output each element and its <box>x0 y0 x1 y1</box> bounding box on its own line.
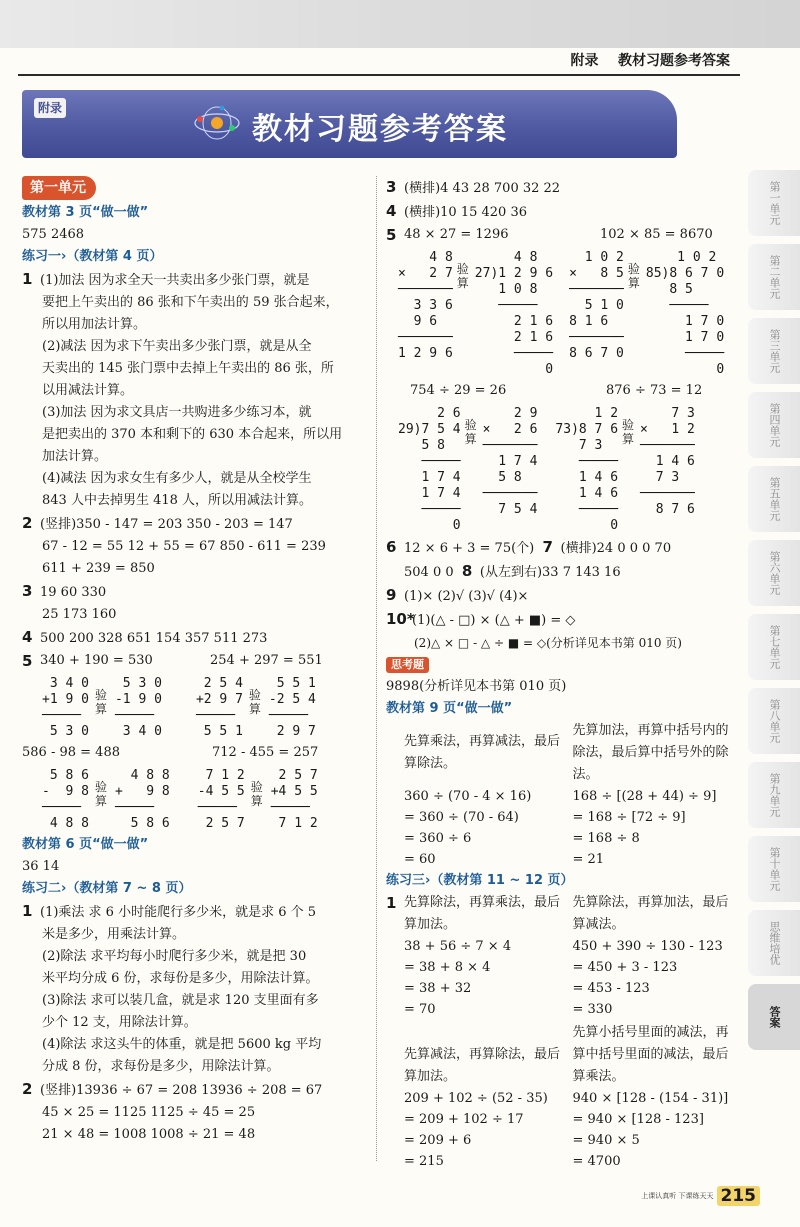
text-line: 是把卖出的 370 本和剩下的 630 本合起来，所以用 <box>42 427 343 442</box>
top-margin-bar <box>0 0 800 48</box>
calc-step: = 4700 <box>572 1154 621 1169</box>
check-label: 验算 <box>94 688 107 716</box>
text-line: (4)除法 求这头牛的体重，就是把 5600 kg 平均 <box>42 1037 322 1052</box>
vertical-calc: 7 1 2 -4 5 5 ───── 2 5 7 <box>197 768 245 831</box>
text-line: 21 × 48 = 1008 1008 ÷ 21 = 48 <box>42 1127 256 1142</box>
calc-step: = 60 <box>404 852 436 867</box>
check-label: 验算 <box>250 780 263 808</box>
text-line: (横排)10 15 420 36 <box>404 205 527 220</box>
question-number: 2 <box>22 1080 33 1098</box>
text-line: 加法计算。 <box>42 449 108 464</box>
question-number: 1 <box>22 902 33 920</box>
text-line: (从左到右)33 7 143 16 <box>479 565 621 580</box>
text-line: 以用减法计算。 <box>42 383 134 398</box>
side-tab[interactable]: 第八单元 <box>748 688 800 754</box>
vertical-calc: 1 0 2 85)8 6 7 0 8 5 ───── 1 7 0 1 7 0 ───── 0 <box>645 250 725 377</box>
calc-step: 450 + 390 ÷ 130 - 123 <box>572 939 723 954</box>
text-line: (1)乘法 求 6 小时能爬行多少米，就是求 6 个 5 <box>40 905 317 920</box>
q5-div-row <box>386 380 731 402</box>
answer-p6: 36 14 <box>22 859 60 874</box>
q7-q8-row <box>386 560 731 584</box>
vertical-calc: 4 8 8 + 9 8 ───── 5 8 6 <box>114 768 170 831</box>
vertical-calc: 7 3 × 1 2 ─────── 1 4 6 7 3 ─────── 8 7 6 <box>640 406 695 517</box>
ex3-question-1 <box>386 892 731 1172</box>
calc-step: = 330 <box>572 1002 613 1017</box>
page-number-box <box>641 1185 760 1207</box>
check-label: 验算 <box>622 418 635 446</box>
text-line: (1)× (2)√ (3)√ (4)× <box>404 589 529 604</box>
calc-step: = 215 <box>404 1154 444 1169</box>
calc-step: 38 + 56 ÷ 7 × 4 <box>404 939 512 954</box>
calc-steps <box>404 936 563 1020</box>
text-line: 504 0 0 <box>404 565 454 580</box>
check-label: 验算 <box>456 262 469 290</box>
calc-step: = 940 × [128 - 123] <box>572 1112 704 1127</box>
chapter-banner <box>22 90 677 158</box>
q10-row <box>386 608 731 632</box>
vertical-calc: 5 8 6 - 9 8 ───── 4 8 8 <box>42 768 89 831</box>
question-number: 5 <box>386 226 397 244</box>
question-4 <box>22 626 370 650</box>
unit-side-tabs <box>742 170 800 1058</box>
vertical-calc: 1 0 2 × 8 5 ─────── 5 1 0 8 1 6 ─────── 8 6 7 0 <box>569 250 624 361</box>
check-label: 验算 <box>627 262 640 290</box>
text-line: 19 60 330 <box>40 585 107 600</box>
running-header <box>571 50 731 72</box>
p9-answers <box>386 720 731 870</box>
calc-step: = 360 ÷ 6 <box>404 831 472 846</box>
calc-step: = 940 × 5 <box>572 1133 640 1148</box>
banner-title: 教材习题参考答案 <box>252 112 508 147</box>
text-line: 754 ÷ 29 = 26 <box>410 383 507 398</box>
q5-row <box>386 224 731 246</box>
text-line: (竖排)350 - 147 = 203 350 - 203 = 147 <box>40 517 293 532</box>
text-line: (1)(△ - □) × (△ + ■) = ◇ <box>412 613 576 628</box>
text-line: (3)除法 求可以装几盒，就是求 120 支里面有多 <box>42 993 319 1008</box>
banner-tag: 附录 <box>34 98 66 118</box>
calc-step: = 450 + 3 - 123 <box>572 960 678 975</box>
q3-row <box>386 176 731 200</box>
text-line: 712 - 455 = 257 <box>212 745 319 760</box>
step-description: 先算减法，再算除法，最后算加法。 <box>404 1047 561 1084</box>
text-line: 米平均分成 6 份，求每份是多少，用除法计算。 <box>42 971 319 986</box>
header-rule <box>18 74 740 76</box>
step-description: 先算除法，再算乘法，最后算加法。 <box>404 895 561 932</box>
question-number: 1 <box>22 270 33 288</box>
question-number: 10* <box>386 610 415 628</box>
vertical-calc: 2 5 4 +2 9 7 ───── 5 5 1 <box>195 676 243 739</box>
side-tab[interactable]: 第四单元 <box>748 392 800 458</box>
exercise-2-heading: 练习二›（教材第 7 ~ 8 页） <box>22 881 192 896</box>
vertical-calc: 4 8 27)1 2 9 6 1 0 8 ───── 2 1 6 2 1 6 ───── 0 <box>474 250 554 377</box>
calc-steps <box>573 786 732 870</box>
question-3 <box>22 580 370 626</box>
text-line: (2)减法 因为求下午卖出多少张门票，就是从全 <box>42 339 312 354</box>
text-line: (横排)4 43 28 700 32 22 <box>404 181 561 196</box>
side-tab[interactable]: 第二单元 <box>748 244 800 310</box>
text-line: 12 × 6 + 3 = 75(个) <box>404 541 535 556</box>
side-tab[interactable]: 第六单元 <box>748 540 800 606</box>
ex2-question-1 <box>22 900 370 1078</box>
text-line: 48 × 27 = 1296 <box>404 227 509 242</box>
check-label: 验算 <box>464 418 477 446</box>
text-line: 102 × 85 = 8670 <box>600 227 713 242</box>
text-line: 586 - 98 = 488 <box>22 745 120 760</box>
text-line: (3)加法 因为求文具店一共购进多少练习本，就 <box>42 405 312 420</box>
header-section: 附录 <box>570 53 599 69</box>
question-number: 5 <box>22 652 33 670</box>
calc-steps <box>573 936 732 1020</box>
step-description: 先算乘法，再算减法，最后算除法。 <box>404 734 561 771</box>
question-number: 7 <box>542 538 553 556</box>
vertical-calc: 2 9 × 2 6 ─────── 1 7 4 5 8 ─────── 7 5 4 <box>482 406 538 517</box>
section-heading-p9: 教材第 9 页“做一做” <box>386 701 513 716</box>
text-line: 340 + 190 = 530 <box>40 653 153 668</box>
question-number: 8 <box>461 562 473 580</box>
text-line: 米是多少，用乘法计算。 <box>42 927 186 942</box>
text-line: 611 + 239 = 850 <box>42 561 155 576</box>
side-tab[interactable]: 答案 <box>748 984 800 1050</box>
ex2-question-2 <box>22 1078 370 1146</box>
text-line: 876 ÷ 73 = 12 <box>606 383 703 398</box>
calc-steps <box>573 1088 732 1172</box>
section-heading-p3: 教材第 3 页“做一做” <box>22 205 149 220</box>
text-line: 少个 12 支，用除法计算。 <box>42 1015 197 1030</box>
text-line: 所以用加法计算。 <box>42 317 147 332</box>
exercise-1-heading: 练习一›（教材第 4 页） <box>22 249 163 264</box>
text-line: 天卖出的 145 张门票中去掉上午卖出的 86 张，所 <box>42 361 334 376</box>
calc-step: 360 ÷ (70 - 4 × 16) <box>404 789 532 804</box>
calc-step: = 168 ÷ [72 ÷ 9] <box>572 810 686 825</box>
calc-steps <box>404 1088 563 1172</box>
side-tab[interactable]: 第九单元 <box>748 762 800 828</box>
footer-slogan: 上课认真听 下课练天天 <box>641 1192 714 1200</box>
vertical-calc: 5 5 1 -2 5 4 ───── 2 9 7 <box>268 676 316 739</box>
question-number: 1 <box>386 894 397 912</box>
question-5 <box>22 650 370 832</box>
vertical-calc: 2 5 7 +4 5 5 ───── 7 1 2 <box>270 768 318 831</box>
question-number: 4 <box>386 202 397 220</box>
question-number: 9 <box>386 586 397 604</box>
calc-step: = 209 + 6 <box>404 1133 472 1148</box>
text-line: 67 - 12 = 55 12 + 55 = 67 850 - 611 = 239 <box>42 539 326 554</box>
calc-step: 940 × [128 - (154 - 31)] <box>572 1091 729 1106</box>
think-question-tag: 思考题 <box>386 657 429 673</box>
text-line: 要把上午卖出的 86 张和下午卖出的 59 张合起来， <box>42 295 339 310</box>
text-line: (竖排)13936 ÷ 67 = 208 13936 ÷ 208 = 67 <box>40 1083 323 1098</box>
question-number: 3 <box>22 582 33 600</box>
side-tab[interactable]: 第三单元 <box>748 318 800 384</box>
calc-step: = 168 ÷ 8 <box>572 831 640 846</box>
text-line: (1)加法 因为求全天一共卖出多少张门票，就是 <box>40 273 310 288</box>
right-column <box>386 176 731 1172</box>
question-number: 3 <box>386 178 397 196</box>
header-title: 教材习题参考答案 <box>618 53 730 69</box>
q9-row <box>386 584 731 608</box>
answer-p3: 575 2468 <box>22 227 85 242</box>
step-description: 先算加法，再算中括号内的除法，最后算中括号外的除法。 <box>572 723 729 782</box>
question-1 <box>22 268 370 512</box>
text-line: 25 173 160 <box>42 607 117 622</box>
question-2 <box>22 512 370 580</box>
text-line: 254 + 297 = 551 <box>210 653 323 668</box>
step-description: 先算小括号里面的减法，再算中括号里面的减法，最后算乘法。 <box>572 1025 729 1084</box>
q4-row <box>386 200 731 224</box>
exercise-3-heading: 练习三›（教材第 11 ~ 12 页） <box>386 873 574 888</box>
page-number: 215 <box>717 1186 761 1206</box>
vertical-calc: 2 6 29)7 5 4 5 8 ───── 1 7 4 1 7 4 ───── 0 <box>398 406 461 533</box>
text-line: (2)△ × □ - △ ÷ ■ = ◇(分析详见本书第 010 页) <box>414 636 682 650</box>
side-tab[interactable]: 第十单元 <box>748 836 800 902</box>
column-divider <box>376 176 377 1161</box>
side-tab[interactable]: 第七单元 <box>748 614 800 680</box>
calc-step: = 70 <box>404 1002 436 1017</box>
q6-q7-row <box>386 536 731 560</box>
text-line: 843 人中去掉男生 418 人，所以用减法计算。 <box>42 493 313 508</box>
check-label: 验算 <box>248 688 261 716</box>
check-label: 验算 <box>94 780 107 808</box>
calc-step: = 21 <box>572 852 605 867</box>
side-tab[interactable]: 第五单元 <box>748 466 800 532</box>
think-answer: 9898(分析详见本书第 010 页) <box>386 679 567 694</box>
calc-step: = 209 + 102 ÷ 17 <box>404 1112 524 1127</box>
calc-steps <box>404 786 563 870</box>
calc-step: 168 ÷ [(28 + 44) ÷ 9] <box>572 789 717 804</box>
vertical-calc: 5 3 0 -1 9 0 ───── 3 4 0 <box>114 676 162 739</box>
question-number: 4 <box>22 628 33 646</box>
calc-step: = 453 - 123 <box>572 981 650 996</box>
question-number: 6 <box>386 538 397 556</box>
calc-step: = 360 ÷ (70 - 64) <box>404 810 519 825</box>
calc-step: = 38 + 8 × 4 <box>404 960 491 975</box>
text-line: 500 200 328 651 154 357 511 273 <box>40 631 268 646</box>
step-description: 先算除法，再算加法，最后算减法。 <box>572 895 729 932</box>
vertical-calc: 4 8 × 2 7 ─────── 3 3 6 9 6 ─────── 1 2 9 6 <box>398 250 453 361</box>
text-line: 45 × 25 = 1125 1125 ÷ 45 = 25 <box>42 1105 256 1120</box>
planet-orbit-icon <box>192 102 242 144</box>
text-line: (2)除法 求平均每小时爬行多少米，就是把 30 <box>42 949 307 964</box>
left-column <box>22 176 370 1146</box>
calc-step: = 38 + 32 <box>404 981 472 996</box>
text-line: 分成 8 份，求每份是多少，用除法计算。 <box>42 1059 280 1074</box>
text-line: (横排)24 0 0 0 70 <box>560 541 672 556</box>
vertical-calc: 3 4 0 +1 9 0 ───── 5 3 0 <box>42 676 89 739</box>
section-heading-p6: 教材第 6 页“做一做” <box>22 837 149 852</box>
side-tab[interactable]: 第一单元 <box>748 170 800 236</box>
calc-step: 209 + 102 ÷ (52 - 35) <box>404 1091 548 1106</box>
question-number: 2 <box>22 514 33 532</box>
side-tab[interactable]: 思维培优 <box>748 910 800 976</box>
vertical-calc: 1 2 73)8 7 6 7 3 ───── 1 4 6 1 4 6 ───── 0 <box>555 406 619 533</box>
unit-tag: 第一单元 <box>22 176 96 200</box>
text-line: (4)减法 因为求女生有多少人，就是从全校学生 <box>42 471 312 486</box>
